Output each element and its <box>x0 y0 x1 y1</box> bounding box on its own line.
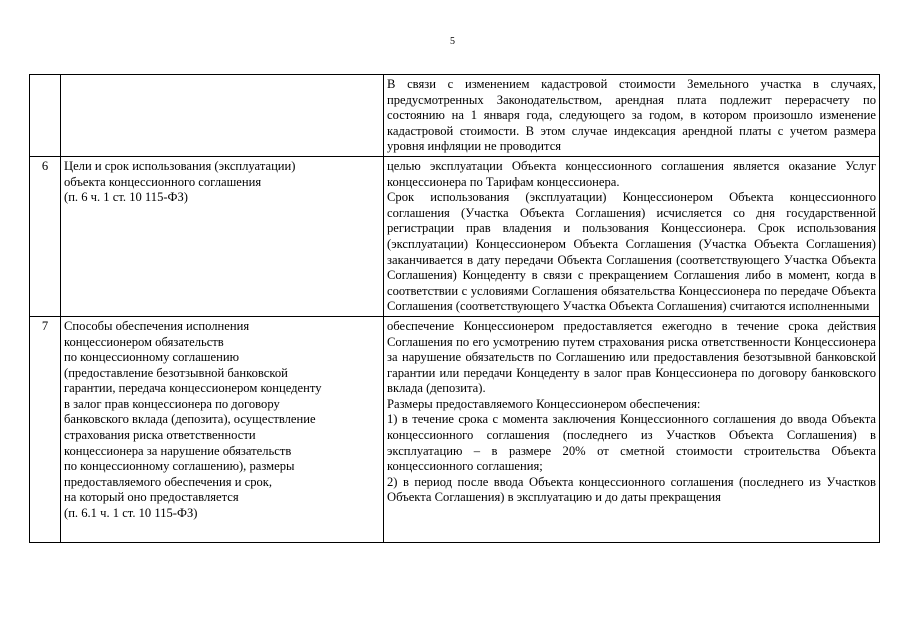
concession-terms-table <box>29 74 880 543</box>
title-line: концессионера за нарушение обязательств <box>64 443 292 458</box>
title-line: банковского вклада (депозита), осуществление <box>64 412 316 427</box>
title-line: предоставляемого обеспечения и срок, <box>64 474 273 489</box>
page-number: 5 <box>450 36 455 47</box>
content-paragraph: 2) в период после ввода Объекта концессионного соглашения (последнего из Участков Объекта Соглашения) в эксплуатацию и до даты прекращения <box>387 474 876 505</box>
row-number-cell <box>30 75 61 157</box>
table-row <box>30 75 880 157</box>
title-line: Способы обеспечения исполнения <box>64 318 250 333</box>
row-content-cell <box>384 75 880 157</box>
title-line: по концессионному соглашению <box>64 350 239 365</box>
row-title-cell <box>61 75 384 157</box>
content-paragraph: Срок использования (эксплуатации) Концессионером Объекта концессионного соглашения (Участка Объекта Соглашения) исчисляется со дня государственной регистрации прав владения и пользования Концессионера. Срок использования (эксплуатации) Концессионером Объекта Соглашения (Участка Объекта Соглашения) заканчивается в дату передачи Объекта Соглашения (соответствующего Участка Объекта Соглашения) Концеденту в связи с прекращением Соглашения либо в момент, когда в соответствии с условиями Соглашения обязательства Концессионера по передаче Объекта Соглашения (соответствующего Участка Объекта Соглашения) считаются исполненными <box>387 190 876 314</box>
row-title-cell <box>61 316 384 542</box>
title-line: (предоставление безотзывной банковской <box>64 365 288 380</box>
title-line: на который оно предоставляется <box>64 490 239 505</box>
row-title-cell <box>61 156 384 316</box>
title-line: (п. 6.1 ч. 1 ст. 10 115-ФЗ) <box>64 506 198 521</box>
row-number-cell: 7 <box>30 316 61 542</box>
table-row <box>30 156 880 316</box>
title-line: по концессионному соглашению), размеры <box>64 459 295 474</box>
title-line: страхования риска ответственности <box>64 428 256 443</box>
row-number-cell: 6 <box>30 156 61 316</box>
table-row <box>30 316 880 542</box>
content-paragraph: целью эксплуатации Объекта концессионного соглашения является оказание Услуг концессионера по Тарифам концессионера. <box>387 158 876 189</box>
row-content-cell <box>384 156 880 316</box>
title-line: в залог прав концессионера по договору <box>64 396 280 411</box>
title-line: концессионером обязательств <box>64 334 224 349</box>
title-line: объекта концессионного соглашения <box>64 174 262 189</box>
title-line: (п. 6 ч. 1 ст. 10 115-ФЗ) <box>64 190 189 205</box>
content-paragraph: Размеры предоставляемого Концессионером обеспечения: <box>387 396 701 411</box>
content-paragraph: В связи с изменением кадастровой стоимости Земельного участка в случаях, предусмотренных Законодательством, арендная плата подлежит перерасчету по состоянию на 1 января года, следующего за годом, в котором произошло изменение кадастровой стоимости. В этом случае индексация арендной платы с учетом размера уровня инфляции не проводится <box>387 77 876 154</box>
title-line: гарантии, передача концессионером концеденту <box>64 381 322 396</box>
row-content-cell <box>384 316 880 542</box>
content-paragraph: 1) в течение срока с момента заключения Концессионного соглашения до ввода Объекта концессионного соглашения (последнего из Участков Объекта Соглашения) в эксплуатацию – в размере 20% от сметной стоимости строительства Объекта концессионного соглашения; <box>387 412 876 474</box>
content-paragraph: обеспечение Концессионером предоставляется ежегодно в течение срока действия Соглашения по его усмотрению путем страхования риска ответственности Концессионера за нарушение обязательств по Соглашению или предоставления безотзывной банковской гарантии или передачи Концеденту в залог прав Концессионера по договору банковского вклада (депозита). <box>387 318 876 396</box>
title-line: Цели и срок использования (эксплуатации) <box>64 158 296 173</box>
